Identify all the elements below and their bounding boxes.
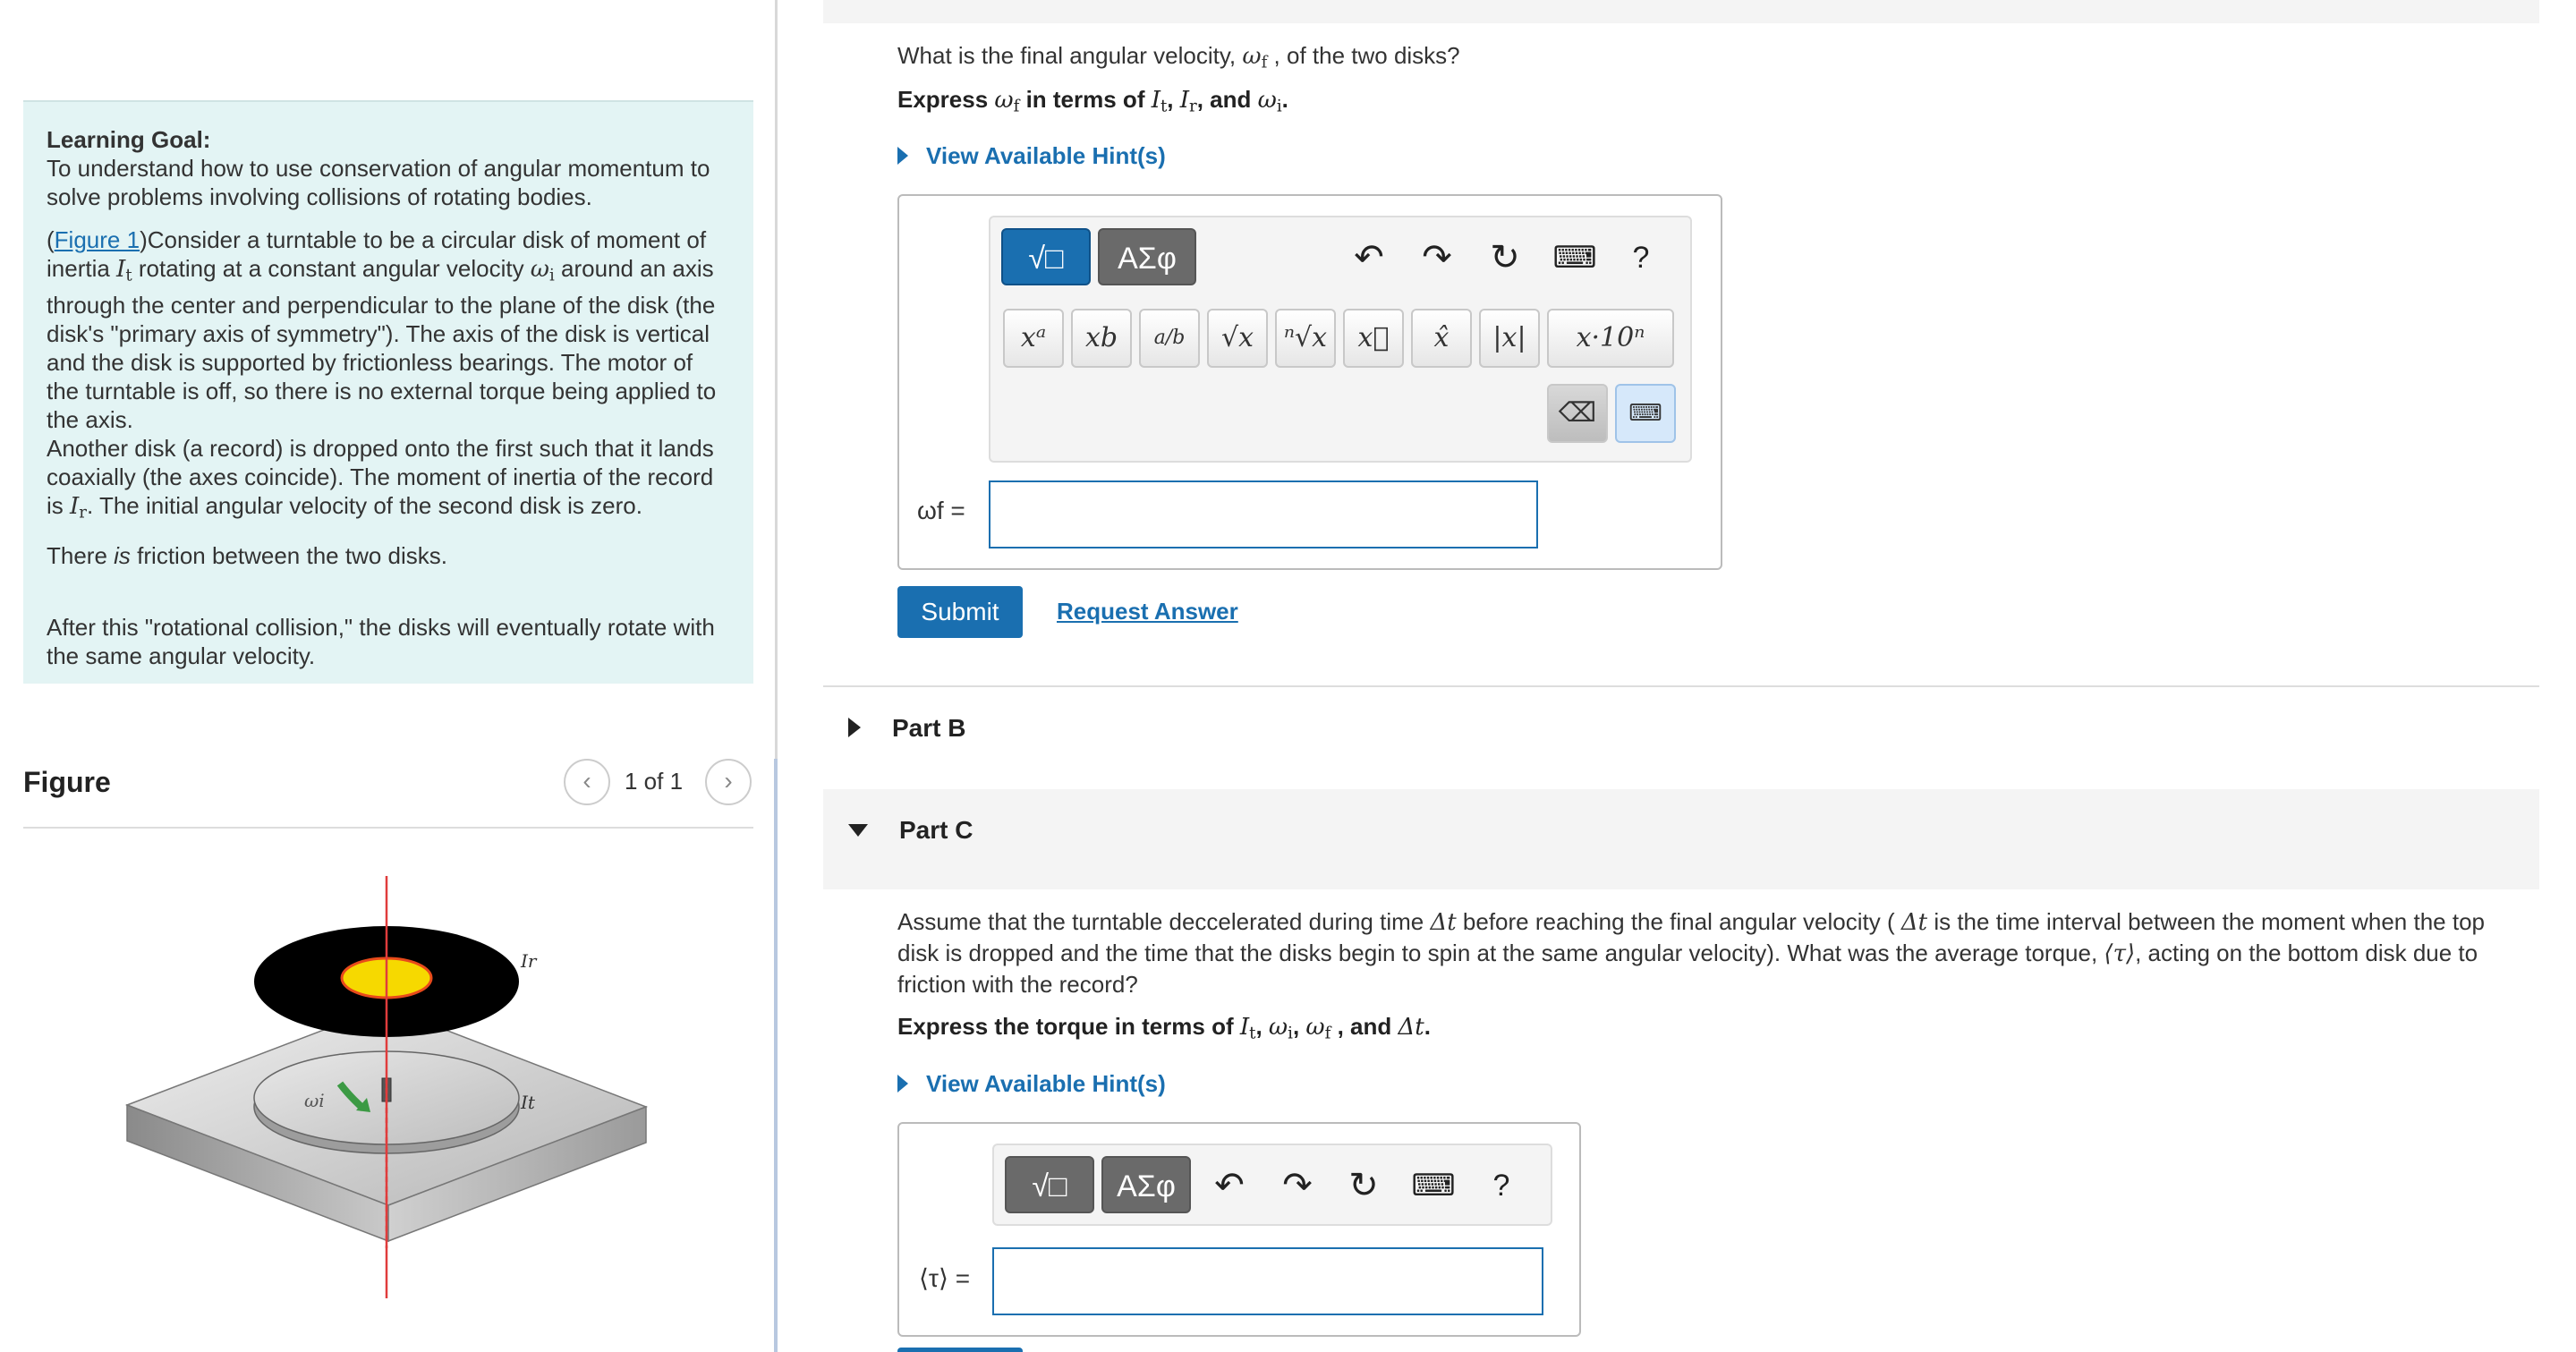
learning-goal-intro: To understand how to use conservation of angular momentum to solve problems involving collisions of rotating bodies. <box>47 155 710 210</box>
vector-key[interactable]: x⃗ <box>1343 309 1404 368</box>
figure-title: Figure <box>23 766 111 798</box>
part-c-header-bar <box>823 789 2539 889</box>
unit-vector-key[interactable]: x̂ <box>1411 309 1472 368</box>
templates-button[interactable] <box>1001 228 1091 285</box>
problem-paragraph-collision: After this "rotational collision," the disks will eventually rotate with the same angular velocity. <box>47 614 715 670</box>
p1-text-b: rotating at a constant angular velocity <box>132 255 531 282</box>
problem-paragraph-1: (Figure 1)Consider a turntable to be a circular disk of moment of inertia $I_t$ rotating at a constant angular velocity $\omega_i$ around an axis through the center and perpendicular to the plane of the disk (the disk's "primary axis of symmetry"). The axis of the disk is vertical and the disk is supported by frictionless bearings. The motor of the turntable is off, so there is no external torque being applied to the axis. Another disk (a record) is dropped onto the first such that it lands coaxially (the axes coincide). The moment of inertia of the record is $I_r$. The initial angular velocity of the second disk is zero. <box>47 226 717 523</box>
next-figure-button[interactable] <box>705 759 752 805</box>
problem-panel <box>0 0 775 1352</box>
absolute-value-key[interactable]: |x| <box>1479 309 1540 368</box>
torque-equals-label: ⟨τ⟩ = <box>919 1264 971 1292</box>
part-c-submit-button[interactable] <box>897 1348 1023 1352</box>
greek-symbols-button[interactable]: ΑΣφ <box>1101 1156 1191 1213</box>
expand-part-b-icon[interactable] <box>848 718 861 737</box>
turntable-figure <box>116 872 671 1302</box>
part-c-header[interactable]: Part C <box>899 816 973 844</box>
sqrt-key[interactable]: √x <box>1207 309 1268 368</box>
reset-icon[interactable]: ↻ <box>1490 238 1520 277</box>
keyboard-icon[interactable]: ⌨ <box>1411 1169 1456 1203</box>
subscript-key[interactable]: xb <box>1071 309 1132 368</box>
p2-text-a: Another disk (a record) is dropped onto the first such that it lands coaxially (the axes coincide). The moment of inertia of the record is <box>47 434 714 519</box>
part-a-express-instruction: Express $\omega_f$ in terms of $I_t$, $I_r$, and $\omega_i$. <box>897 86 1288 116</box>
help-icon[interactable]: ? <box>1632 241 1650 275</box>
undo-icon[interactable]: ↶ <box>1214 1166 1245 1205</box>
part-c-math-toolbar <box>992 1144 1552 1226</box>
chevron-right-icon: › <box>724 767 733 795</box>
omega-label: ωi <box>304 1090 325 1111</box>
figure-pager-text: 1 of 1 <box>625 768 684 795</box>
record-inertia-label: Ir <box>521 950 537 972</box>
redo-icon[interactable]: ↷ <box>1282 1166 1313 1205</box>
part-a-hint-link[interactable]: View Available Hint(s) <box>897 142 1166 170</box>
part-a-request-answer-link[interactable]: Request Answer <box>1057 598 1238 625</box>
caret-right-icon <box>897 1075 908 1093</box>
figure-header <box>23 759 753 829</box>
part-a-submit-button[interactable]: Submit <box>897 586 1023 638</box>
nth-root-key[interactable]: ⁿ√x <box>1275 309 1336 368</box>
pane-divider-scroll[interactable] <box>774 759 778 1352</box>
undo-icon[interactable]: ↶ <box>1354 238 1384 277</box>
part-c-question: Assume that the turntable deccelerated during time Δt before reaching the final angular velocity ( Δt is the time interval between the moment when the top disk is dropped and the time that the disks begin to spin at the same angular velocity). What was the average torque, ⟨τ⟩, acting on the bottom disk due to friction with the record? <box>897 908 2486 998</box>
learning-goal-box <box>23 100 753 684</box>
part-a-header-strip <box>823 0 2539 23</box>
part-a-answer-input[interactable] <box>989 480 1538 548</box>
sqrt-template-icon: √□ <box>1028 242 1064 276</box>
templates-button[interactable] <box>1005 1156 1094 1213</box>
keyboard-icon[interactable]: ⌨ <box>1552 241 1597 275</box>
part-a-answer-area <box>897 194 1722 570</box>
part-b-header[interactable]: Part B <box>892 714 966 742</box>
p1-text-a: Consider a turntable to be a circular disk of moment of inertia <box>47 226 707 282</box>
problem-paragraph-friction: There is friction between the two disks. <box>47 542 447 570</box>
p2-text-b: . The initial angular velocity of the second disk is zero. <box>86 491 642 519</box>
figure-1-link[interactable]: Figure 1 <box>54 226 140 253</box>
learning-goal-heading: Learning Goal: <box>47 126 211 153</box>
inertia-Ir: $I_r$ <box>70 492 87 523</box>
toggle-keyboard-icon[interactable]: ⌨ <box>1615 384 1676 443</box>
backspace-icon[interactable]: ⌫ <box>1547 384 1608 443</box>
part-c-hint-link[interactable]: View Available Hint(s) <box>897 1070 1166 1098</box>
redo-icon[interactable]: ↷ <box>1422 238 1452 277</box>
turntable-inertia-label: It <box>521 1092 535 1113</box>
p1-text-c: around an axis through the center and perpendicular to the plane of the disk (the disk's "primary axis of symmetry"). The axis of the disk is vertical and the disk is supported by frictionless bearings. The motor of the turntable is off, so there is no external torque being applied to the axis. <box>47 255 717 433</box>
sqrt-template-icon: √□ <box>1032 1169 1067 1203</box>
part-c-answer-area <box>897 1122 1581 1337</box>
part-a-question: What is the final angular velocity, $\omega_f$ , of the two disks? <box>897 42 1460 72</box>
help-icon[interactable]: ? <box>1492 1169 1510 1203</box>
greek-symbols-button[interactable]: ΑΣφ <box>1098 228 1196 285</box>
chevron-left-icon: ‹ <box>582 767 591 795</box>
caret-right-icon <box>897 147 908 165</box>
fraction-key[interactable]: a/b <box>1139 309 1200 368</box>
reset-icon[interactable]: ↻ <box>1348 1166 1379 1205</box>
part-c-express-instruction: Express the torque in terms of $I_t$, $\omega_i$, $\omega_f$ , and Δt. <box>897 1013 1431 1043</box>
previous-figure-button[interactable] <box>564 759 610 805</box>
omega-i: $\omega_i$ <box>530 256 555 285</box>
collapse-part-c-icon[interactable] <box>848 824 868 837</box>
part-a-math-toolbar <box>989 216 1692 463</box>
omega-f-equals-label: ωf = <box>917 497 965 524</box>
inertia-It: $I_t$ <box>116 256 132 285</box>
part-c-answer-input[interactable] <box>992 1247 1543 1315</box>
part-a-divider <box>823 685 2539 687</box>
scientific-notation-key[interactable]: x·10ⁿ <box>1547 309 1674 368</box>
superscript-key[interactable]: xᵃ <box>1003 309 1064 368</box>
